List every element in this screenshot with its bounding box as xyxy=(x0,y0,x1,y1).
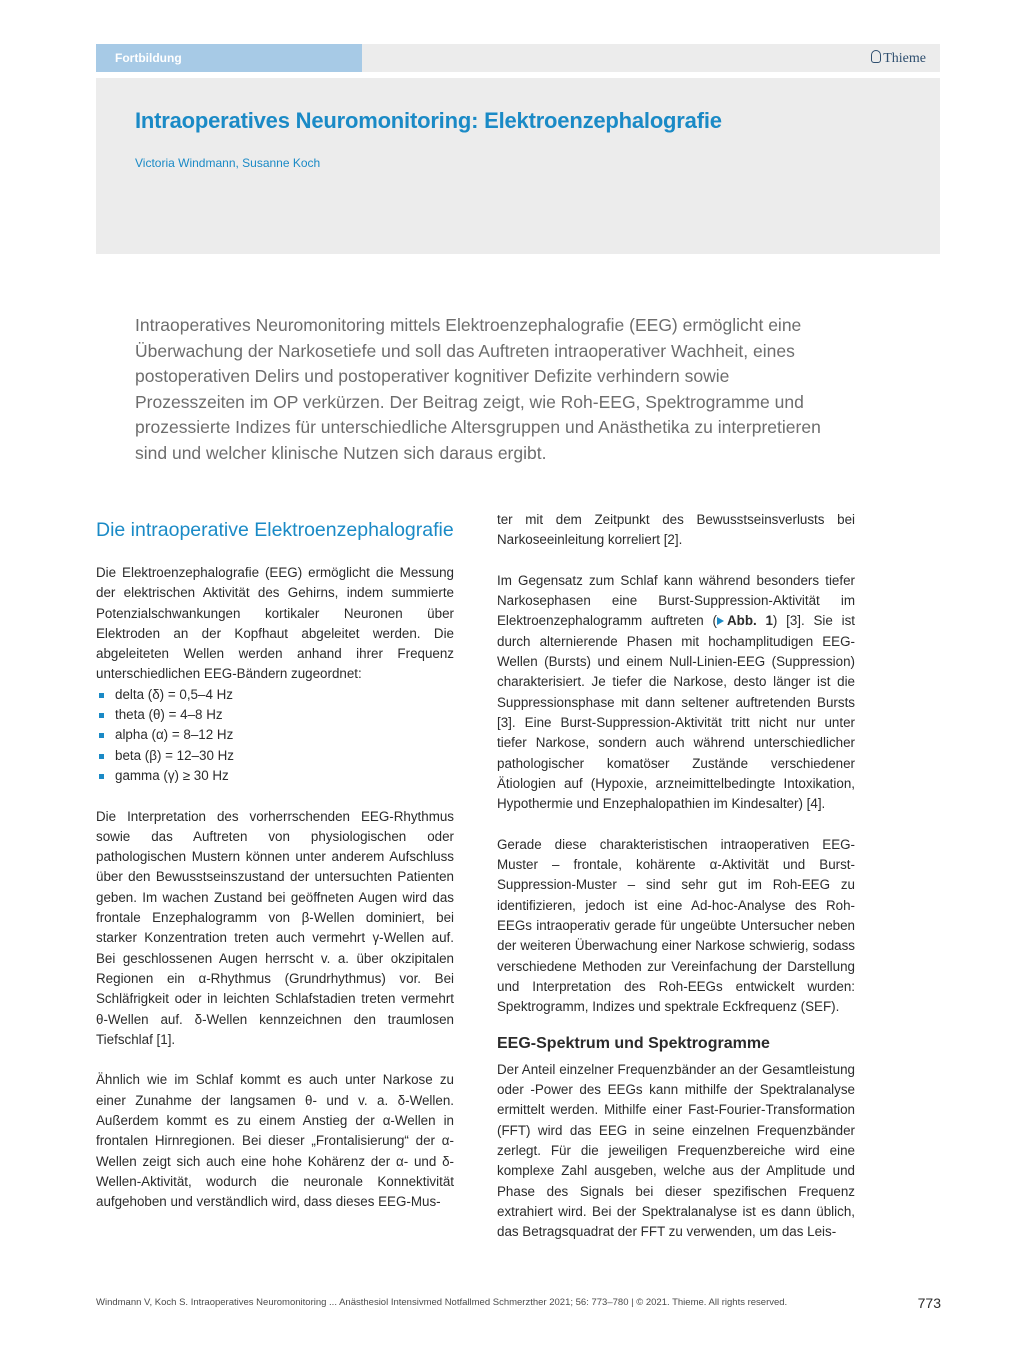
list-item: beta (β) = 12–30 Hz xyxy=(96,746,454,766)
figure-reference-label: Abb. 1 xyxy=(726,613,773,629)
section-label: Fortbildung xyxy=(96,44,362,72)
section-heading: Die intraoperative Elektroenzephalografie xyxy=(96,519,454,541)
article-authors: Victoria Windmann, Susanne Koch xyxy=(135,156,321,170)
left-column xyxy=(96,510,454,1233)
paragraph: Ähnlich wie im Schlaf kommt es auch unter Narkose zu einer Zunahme der langsamen θ- und v. a. δ-Wellen. Außerdem kommt es zu einem Anstieg der α-Wellen in frontalen Hirnregionen. Bei dieser „Frontalisierung“ der α-Wellen zeigt sich auch eine hohe Kohärenz der α- und δ-Wellen-Aktivität, wodurch die neuronale Konnektivität aufgehoben und verständlich wird, dass dieses EEG-Mus- xyxy=(96,1072,454,1210)
list-item: delta (δ) = 0,5–4 Hz xyxy=(96,685,454,705)
paragraph: Gerade diese charakteristischen intraoperativen EEG-Muster – frontale, kohärente α-Aktivität und Burst-Suppression-Muster – sind sehr gut im Roh-EEG zu identifizieren, jedoch ist eine Ad-hoc-Analyse des Roh-EEGs intraoperativ gerade für ungeübte Untersucher neben der weiteren Überwachung einer Narkose schwierig, sodass verschiedene Methoden zur Vereinfachung der Darstellung und Interpretation des Roh-EEGs entwickelt wurden: Spektrogramm, Indizes und spektrale Eckfrequenz (SEF). xyxy=(497,836,855,1015)
paragraph-text: ) [3]. Sie ist durch alternierende Phasen mit hochamplitudigen EEG-Wellen (Bursts) und einem Null-Linien-EEG (Suppression) charakterisiert. Je tiefer die Narkose, desto länger ist die Suppressionsphase mit dann seltener auftretenden Bursts [3]. Eine Burst-Suppression-Aktivität tritt nicht nur unter tiefer Narkose, sondern auch während unterschiedlicher pathologischer komatöser Zustände verschiedener Ätiologien auf (Hypoxie, arzneimittelbedingte Intoxikation, Hypothermie und Enzephalopathien im Kindesalter) [4]. xyxy=(497,613,855,812)
title-block xyxy=(96,78,940,254)
publisher-name: Thieme xyxy=(883,51,926,66)
arrow-right-icon xyxy=(717,617,724,625)
paragraph: Der Anteil einzelner Frequenzbänder an der Gesamtleistung oder -Power des EEGs kann mithilfe der Spektralanalyse ermittelt werden. Mithilfe einer Fast-Fourier-Transformation (FFT) wird das EEG in seine einzelnen Frequenzbänder zerlegt. Für die jeweiligen Frequenzbereiche wird eine komplexe Zahl ausgeben, welche aus der Amplitude und Phase des Signals bei dieser spezifischen Frequenz extrahiert wird. Bei der Spektralanalyse ist es dann üblich, das Betragsquadrat der FFT zu verwenden, um das Leis- xyxy=(497,1061,855,1240)
page-number: 773 xyxy=(917,1295,941,1311)
thieme-logo-icon xyxy=(871,50,881,63)
list-item: alpha (α) = 8–12 Hz xyxy=(96,725,454,745)
paragraph: Die Interpretation des vorherrschenden EEG-Rhythmus sowie das Auftreten von physiologischen oder pathologischen Mustern können unter anderem Aufschluss über den Bewusstseinszustand der untersuchten Patienten geben. Im wachen Zustand bei geöffneten Augen wird das frontale Enzephalogramm von β-Wellen dominiert, bei starker Konzentration treten auch vermehrt γ-Wellen auf. Bei geschlossenen Augen herrscht v. a. über okzipitalen Regionen ein α-Rhythmus (Grundrhythmus) vor. Bei Schläfrigkeit oder in leichten Schlafstadien treten vermehrt θ-Wellen auf. δ-Wellen kennzeichnen den traumlosen Tiefschlaf [1]. xyxy=(96,808,454,1047)
article-title: Intraoperatives Neuromonitoring: Elektroenzephalografie xyxy=(135,108,722,133)
paragraph xyxy=(497,571,855,815)
list-item: theta (θ) = 4–8 Hz xyxy=(96,705,454,725)
paragraph-text: Im Gegensatz zum Schlaf kann während besonders tiefer Narkosephasen eine Burst-Suppression-Aktivität im Elektroenzephalogramm auftreten ( xyxy=(497,572,855,629)
paragraph: ter mit dem Zeitpunkt des Bewusstseinsverlusts bei Narkoseeinleitung korreliert [2]. xyxy=(497,512,855,548)
publisher-logo xyxy=(871,44,926,72)
subsection-heading: EEG-Spektrum und Spektrogramme xyxy=(497,1034,770,1052)
footer-citation: Windmann V, Koch S. Intraoperatives Neuromonitoring ... Anästhesiol Intensivmed Notfallmed Schmerzther 2021; 56: 773–780 | © 2021. Thieme. All rights reserved. xyxy=(96,1297,788,1308)
paragraph: Die Elektroenzephalografie (EEG) ermöglicht die Messung der elektrischen Aktivität des Gehirns, indem summierte Potenzialschwankungen kortikaler Neuronen über Elektroden an der Kopfhaut abgeleitet werden. Die abgeleiteten Wellen werden anhand ihrer Frequenz unterschiedlichen EEG-Bändern zugeordnet: xyxy=(96,565,454,682)
article-abstract: Intraoperatives Neuromonitoring mittels Elektroenzephalografie (EEG) ermöglicht eine Überwachung der Narkosetiefe und soll das Auftreten intraoperativer Wachheit, eines postoperativen Delirs und postoperativer kognitiver Defizite verhindern sowie Prozesszeiten im OP verkürzen. Der Beitrag zeigt, wie Roh-EEG, Spektrogramme und prozessierte Indizes für unterschiedliche Altersgruppen und Anästhetika zu interpretieren sind und welcher klinische Nutzen sich daraus ergibt. xyxy=(135,315,821,463)
list-item: gamma (γ) ≥ 30 Hz xyxy=(96,766,454,786)
right-column xyxy=(497,510,855,1242)
eeg-band-list xyxy=(96,685,454,786)
header-bar xyxy=(96,44,940,72)
figure-reference-link[interactable] xyxy=(717,613,773,628)
